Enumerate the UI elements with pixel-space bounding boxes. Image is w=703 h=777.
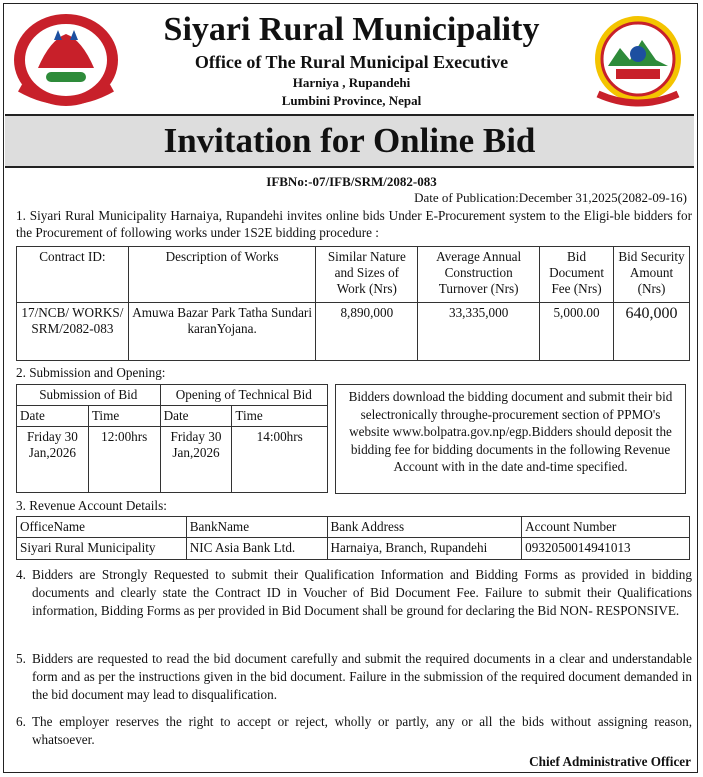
col-bank-name: BankName [186,517,327,538]
col-turnover: Average Annual Construction Turnover (Nrs) [418,247,540,303]
work-description: Amuwa Bazar Park Tatha Sundari karanYojana. [128,303,316,361]
opening-date-label: Date [160,406,232,427]
submission-time-label: Time [88,406,160,427]
list-item [16,566,692,620]
opening-time-label: Time [232,406,328,427]
signature: Chief Administrative Officer [529,754,691,769]
section-2-label: 2. Submission and Opening: [16,365,166,380]
similar-work-value: 8,890,000 [316,303,418,361]
item-number: 4. [16,567,26,582]
item-text: The employer reserves the right to accept or reject, wholly or partly, any or all the bids without assigning reason, whatsoever. [32,714,692,747]
account-table [16,516,690,560]
item-text: Bidders are Strongly Requested to submit their Qualification Information and Bidding Forms as provided in bidding documents and clearly state the Contract ID in Voucher of Bid Document Fee. Failure to submit their Qualifications information, Bidding Forms as per provided in Bid Document shall be ground for declaring the Bid NON- RESPONSIVE. [32,567,692,618]
section-3-label: 3. Revenue Account Details: [16,498,167,513]
submission-date: Friday 30 Jan,2026 [17,427,89,493]
opening-time: 14:00hrs [232,427,328,493]
opening-date: Friday 30 Jan,2026 [160,427,232,493]
submission-date-label: Date [17,406,89,427]
col-office-name: OfficeName [17,517,187,538]
address-line-2: Lumbini Province, Nepal [281,93,422,108]
list-item [16,713,692,749]
bank-address-value: Harnaiya, Branch, Rupandehi [327,538,522,560]
intro-paragraph: 1. Siyari Rural Municipality Harnaiya, Rupandehi invites online bids Under E-Procurement system to the Eligi-ble bidders for the Procurement of following works under 1S2E bidding procedure : [16,208,692,240]
address-line-1: Harniya , Rupandehi [292,75,411,90]
notice-banner: Invitation for Online Bid [5,114,694,168]
list-item [16,650,692,704]
bank-name-value: NIC Asia Bank Ltd. [186,538,327,560]
submission-header: Submission of Bid [17,385,161,406]
opening-header: Opening of Technical Bid [160,385,327,406]
col-doc-fee: Bid Document Fee (Nrs) [540,247,614,303]
doc-fee-value: 5,000.00 [540,303,614,361]
ifb-number: IFBNo:-07/IFB/SRM/2082-083 [266,174,437,189]
works-table [16,246,690,361]
publication-date: Date of Publication:December 31,2025(2082-09-16) [414,190,687,205]
table-row [17,538,690,560]
item-number: 6. [16,714,26,729]
office-name: Office of The Rural Municipal Executive [194,52,509,72]
submission-table [16,384,328,493]
turnover-value: 33,335,000 [418,303,540,361]
col-bid-security: Bid Security Amount (Nrs) [614,247,690,303]
item-number: 5. [16,651,26,666]
item-text: Bidders are requested to read the bid document carefully and submit the required documents in a clear and understandable form and as per the instructions given in the bid document. Failure in the submission of the required document demanded in the bid document may lead to disqualification. [32,651,692,702]
col-bank-address: Bank Address [327,517,522,538]
works-table-header [17,247,690,303]
bid-security-value: 640,000 [614,303,690,361]
submission-time: 12:00hrs [88,427,160,493]
account-number-value: 0932050014941013 [522,538,690,560]
office-name-value: Siyari Rural Municipality [17,538,187,560]
bid-instructions: Bidders download the bidding document and submit their bid selectronically throughe-procurement section of PPMO's website www.bolpatra.gov.np/egp.Bidders should deposit the bidding fee for bidding documents in the following Revenue Account with in the date and-time specified. [335,384,686,494]
table-row [17,303,690,361]
col-description: Description of Works [128,247,316,303]
contract-id: 17/NCB/ WORKS/ SRM/2082-083 [17,303,129,361]
col-contract-id: Contract ID: [17,247,129,303]
municipality-title: Siyari Rural Municipality [163,11,540,48]
col-account-number: Account Number [522,517,690,538]
col-similar-work: Similar Nature and Sizes of Work (Nrs) [316,247,418,303]
